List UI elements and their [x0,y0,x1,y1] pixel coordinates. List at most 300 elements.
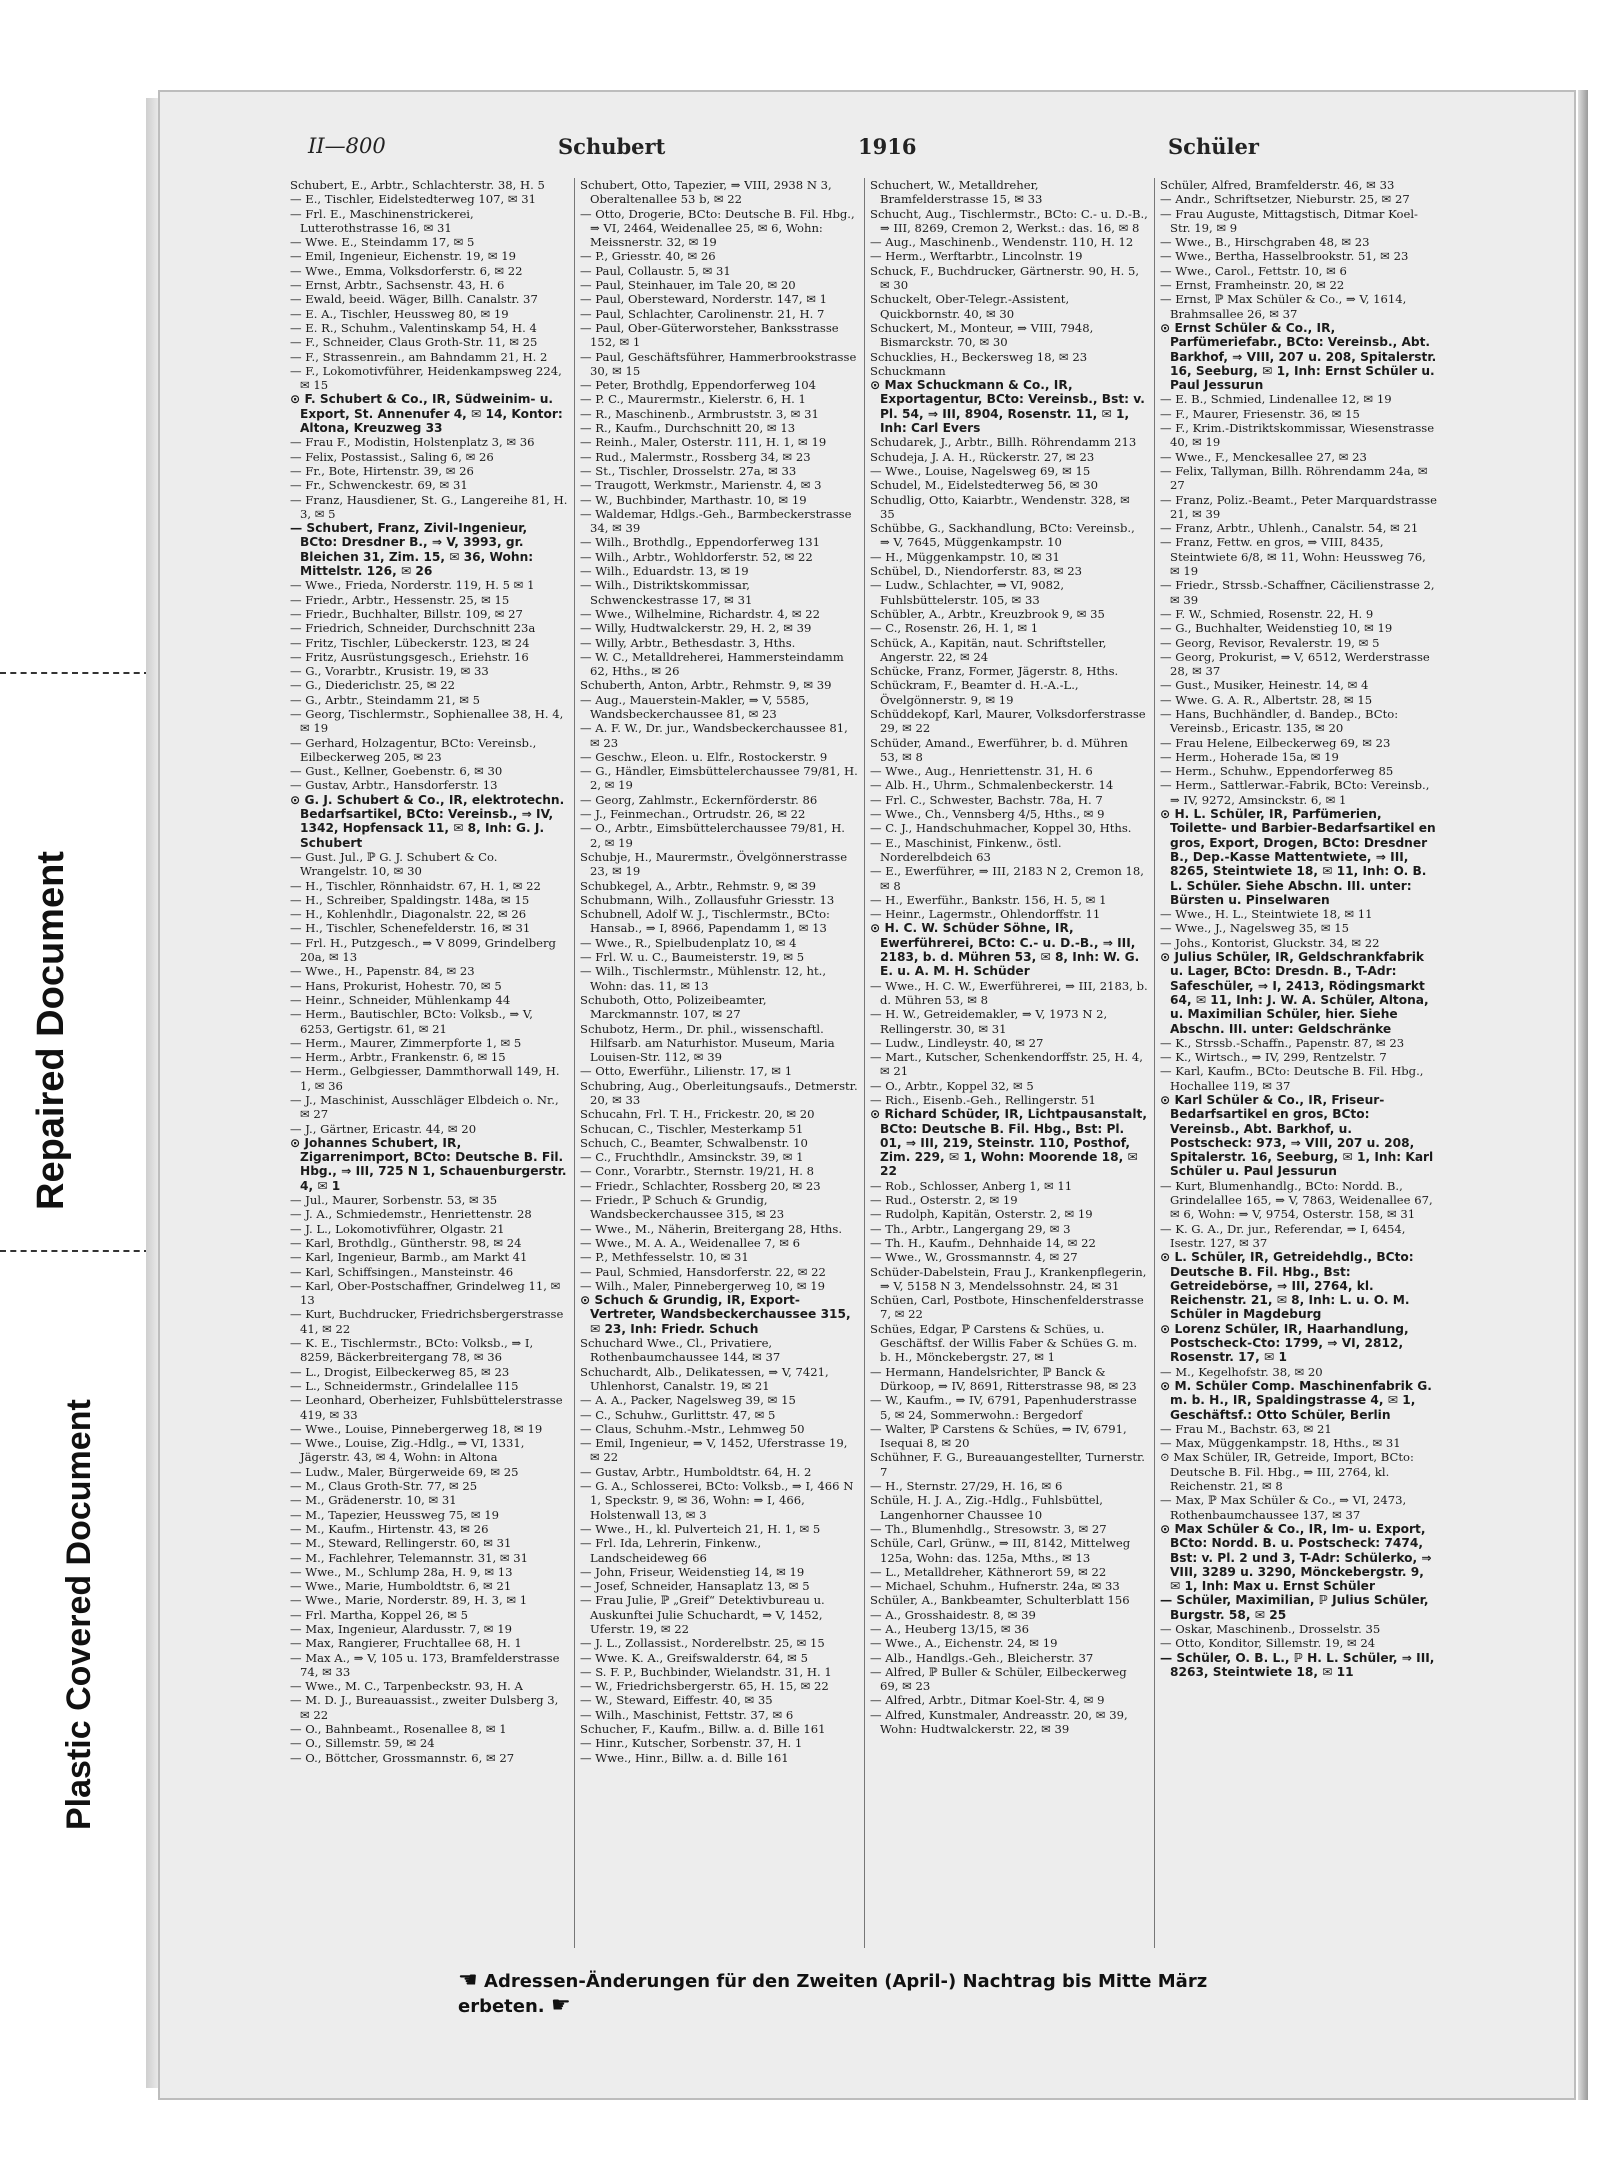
directory-entry: — P., Griesstr. 40, ✉ 26 [580,249,716,264]
directory-entry: — A., Grosshaidestr. 8, ✉ 39 [870,1607,1036,1622]
directory-entry: — Georg, Prokurist, ⇒ V, 6512, Werderstrasse 28, ✉ 37 [1160,649,1430,679]
directory-entry: — Friedr., ℙ Schuch & Grundig, Wandsbeckerchaussee 315, ✉ 23 [580,1193,785,1222]
directory-entry: — Wwe., Marie, Humboldtstr. 6, ✉ 21 [290,1579,512,1594]
directory-entry: — Frl. W. u. C., Baumeisterstr. 19, ✉ 5 [580,950,805,965]
directory-entry: — O., Arbtr., Eimsbüttelerchaussee 79/81, H. 2, ✉ 19 [580,821,845,850]
pointing-hand-right-icon: ☛ [550,1993,571,2018]
directory-entry: — Wwe., A., Eichenstr. 24, ✉ 19 [870,1636,1058,1651]
page-number: II—800 [308,134,386,158]
directory-entry: Schudel, M., Eidelstedterweg 56, ✉ 30 [870,478,1098,493]
directory-entry: Schubkegel, A., Arbtr., Rehmstr. 9, ✉ 39 [580,878,816,893]
directory-entry: — Emil, Ingenieur, Eichenstr. 19, ✉ 19 [290,249,516,264]
directory-entry: — Wwe., Marie, Norderstr. 89, H. 3, ✉ 1 [290,1593,528,1608]
directory-entry: — A. F. W., Dr. jur., Wandsbeckerchaussee 81, ✉ 23 [580,721,848,750]
directory-entry: — Emil, Ingenieur, ⇒ V, 1452, Uferstrasse 19, ✉ 22 [580,1436,848,1465]
directory-entry: Schück, A., Kapitän, naut. Schriftsteller, Angerstr. 22, ✉ 24 [870,635,1107,664]
directory-entry: — Kurt, Blumenhandlg., BCto: Nordd. B., Grindelallee 165, ⇒ V, 7863, Weidenallee 67, ✉ 6, Wohn: ⇒ V, 9754, Osterstr. 158, ✉ 31 [1160,1178,1433,1222]
directory-entry: — C. J., Handschuhmacher, Koppel 30, Hths. [870,821,1132,836]
directory-entry: — Gustav, Arbtr., Hansdorferstr. 13 [290,778,498,793]
directory-entry: — Wwe., Emma, Volksdorferstr. 6, ✉ 22 [290,263,523,278]
directory-entry: Schucht, Aug., Tischlermstr., BCto: C.- u. D.-B., ⇒ III, 8269, Cremon 2, Werkst.: das. 16, ✉ 8 [870,206,1148,235]
directory-entry: Schübler, A., Arbtr., Kreuzbrook 9, ✉ 35 [870,606,1105,621]
directory-entry: — S. F. P., Buchbinder, Wielandstr. 31, H. 1 [580,1664,832,1679]
firm-entry: ⊙ Schuch & Grundig, IR, Export-Vertreter, Wandsbeckerchaussee 315, ✉ 23, Inh: Friedr. Schuch [580,1293,851,1336]
directory-entry: — Friedr., Arbtr., Hessenstr. 25, ✉ 15 [290,592,510,607]
directory-entry: — Wwe. G. A. R., Albertstr. 28, ✉ 15 [1160,692,1373,707]
directory-entry: Schüle, H. J. A., Zig.-Hdlg., Fuhlsbüttel, Langenhorner Chaussee 10 [870,1493,1103,1522]
directory-entry: — P., Methfesselstr. 10, ✉ 31 [580,1250,749,1265]
directory-entry: — Aug., Maschinenb., Wendenstr. 110, H. 12 [870,235,1134,250]
directory-entry: Schuch, C., Beamter, Schwalbenstr. 10 [580,1135,808,1150]
directory-entry: — H., Tischler, Schenefelderstr. 16, ✉ 31 [290,921,531,936]
directory-entry: Schubert, Otto, Tapezier, ⇒ VIII, 2938 N 3, Oberaltenallee 53 b, ✉ 22 [580,178,832,207]
directory-entry: — Paul, Ober-Güterworsteher, Banksstrasse 152, ✉ 1 [580,320,839,350]
directory-entry: Schucan, C., Tischler, Mesterkamp 51 [580,1121,804,1136]
directory-entry: — H., Tischler, Rönnhaidstr. 67, H. 1, ✉ 22 [290,878,541,893]
directory-entry: — Karl, Schiffsingen., Mansteinstr. 46 [290,1264,514,1279]
directory-entry: — W. C., Metalldreherei, Hammersteindamm 62, Hths., ✉ 26 [580,649,844,679]
directory-entry: — Otto, Drogerie, BCto: Deutsche B. Fil. Hbg., ⇒ VI, 2464, Weidenallee 25, ✉ 6, Wohn: Meissnerstr. 32, ✉ 19 [580,206,855,250]
directory-entry: — Rich., Eisenb.-Geh., Rellingerstr. 51 [870,1093,1096,1107]
directory-entry: — Frl. C., Schwester, Bachstr. 78a, H. 7 [870,792,1103,807]
directory-entry: — Friedr., Buchhalter, Billstr. 109, ✉ 27 [290,606,523,621]
directory-entry: — Frau M., Bachstr. 63, ✉ 21 [1160,1421,1332,1436]
directory-entry: — F., Krim.-Distriktskommissar, Wiesenstrasse 40, ✉ 19 [1160,421,1435,450]
directory-entry: — Wwe., Louise, Nagelsweg 69, ✉ 15 [870,463,1091,478]
column-divider [1154,178,1155,1948]
directory-entry: — Herm., Gelbgiesser, Dammthorwall 149, H. 1, ✉ 36 [290,1064,560,1093]
directory-entry: — P. C., Maurermstr., Kielerstr. 6, H. 1 [580,392,806,407]
directory-entry: — Paul, Obersteward, Norderstr. 147, ✉ 1 [580,292,828,307]
directory-entry: — Wwe., M. A. A., Weidenallee 7, ✉ 6 [580,1235,800,1250]
directory-entry: Schubje, H., Maurermstr., Övelgönnerstrasse 23, ✉ 19 [580,849,848,879]
directory-entry: — Heinr., Lagermstr., Ohlendorffstr. 11 [870,907,1101,922]
directory-entry: — C., Rosenstr. 26, H. 1, ✉ 1 [870,621,1039,636]
directory-entry: — Ludw., Schlachter, ⇒ VI, 9082, Fuhlsbüttelerstr. 105, ✉ 33 [870,578,1065,607]
directory-entry: — E. B., Schmied, Lindenallee 12, ✉ 19 [1160,392,1392,407]
dashed-divider-top [0,672,150,674]
directory-entry: — G. A., Schlosserei, BCto: Volksb., ⇒ I, 466 N 1, Speckstr. 9, ✉ 36, Wohn: ⇒ I, 466, Holstenwall 13, ✉ 3 [580,1479,854,1522]
directory-entry: — John, Friseur, Weidenstieg 14, ✉ 19 [580,1564,805,1579]
directory-entry: — Otto, Konditor, Sillemstr. 19, ✉ 24 [1160,1636,1376,1651]
directory-entry: — Felix, Postassist., Saling 6, ✉ 26 [290,449,494,464]
directory-entry: — G., Arbtr., Steindamm 21, ✉ 5 [290,692,481,707]
directory-entry: Schuchardt, Alb., Delikatessen, ⇒ V, 7421, Uhlenhorst, Canalstr. 19, ✉ 21 [580,1364,829,1393]
column-2 [580,178,858,1948]
directory-entry: — Wwe., M., Näherin, Breitergang 28, Hths. [580,1221,843,1236]
directory-entry: — K. G. A., Dr. jur., Referendar, ⇒ I, 6454, Isestr. 127, ✉ 37 [1160,1221,1406,1250]
directory-entry: — H., Sternstr. 27/29, H. 16, ✉ 6 [870,1479,1063,1494]
directory-entry: — A. A., Packer, Nagelsweg 39, ✉ 15 [580,1393,796,1408]
directory-entry: — O., Böttcher, Grossmannstr. 6, ✉ 27 [290,1750,515,1765]
directory-entry: — Wwe., M., Schlump 28a, H. 9, ✉ 13 [290,1564,513,1579]
directory-entry: Schüler, Alfred, Bramfelderstr. 46, ✉ 33 [1160,178,1395,192]
directory-entry: — Peter, Brothdlg, Eppendorferweg 104 [580,378,816,393]
directory-entry: — F. W., Schmied, Rosenstr. 22, H. 9 [1160,606,1374,621]
directory-entry: — Josef, Schneider, Hansaplatz 13, ✉ 5 [580,1579,810,1594]
directory-entry: — M., Grädenerstr. 10, ✉ 31 [290,1493,457,1508]
directory-entry: Schubotz, Herm., Dr. phil., wissenschaftl. Hilfsarb. am Naturhistor. Museum, Maria Louisen-Str. 112, ✉ 39 [580,1021,835,1065]
directory-entry: — J., Feinmechan., Ortrudstr. 26, ✉ 22 [580,807,806,822]
directory-entry: — L., Metalldreher, Käthnerort 59, ✉ 22 [870,1564,1107,1579]
directory-entry: — M., Fachlehrer, Telemannstr. 31, ✉ 31 [290,1550,529,1565]
directory-entry: — Max, Müggenkampstr. 18, Hths., ✉ 31 [1160,1436,1401,1451]
directory-entry: — Friedrich, Schneider, Durchschnitt 23a [290,621,536,636]
directory-entry: — Wwe., Hinr., Billw. a. d. Bille 161 [580,1750,789,1765]
directory-entry: — Fr., Schwenckestr. 69, ✉ 31 [290,478,468,493]
directory-entry: — Max, Rangierer, Fruchtallee 68, H. 1 [290,1636,522,1651]
directory-entry: — Paul, Steinhauer, im Tale 20, ✉ 20 [580,278,796,293]
directory-entry: — Willy, Hudtwalckerstr. 29, H. 2, ✉ 39 [580,621,812,636]
directory-entry: Schuckelt, Ober-Telegr.-Assistent, Quickbornstr. 40, ✉ 30 [870,292,1070,321]
directory-entry: — Karl, Brothdlg., Güntherstr. 98, ✉ 24 [290,1235,522,1250]
header-year: 1916 [858,134,917,159]
firm-entry: — Schüler, Maximilian, ℙ Julius Schüler, Burgstr. 58, ✉ 25 [1160,1593,1429,1622]
directory-entry: — W., Buchbinder, Marthastr. 10, ✉ 19 [580,492,807,507]
directory-entry: — M., Claus Groth-Str. 77, ✉ 25 [290,1479,478,1494]
firm-entry: ⊙ F. Schubert & Co., IR, Südweinim- u. Export, St. Annenufer 4, ✉ 14, Kontor: Altona, Kreuzweg 33 [290,392,563,436]
directory-entry: — Frau Julie, ℙ „Greif“ Detektivbureau u. Auskunftei Julie Schuchardt, ⇒ V, 1452, Uferstr. 19, ✉ 22 [580,1593,825,1636]
directory-entry: Schüen, Carl, Postbote, Hinschenfelderstrasse 7, ✉ 22 [870,1293,1144,1322]
directory-entry: — Gust., Musiker, Heinestr. 14, ✉ 4 [1160,678,1369,693]
directory-entry: — Wwe., Carol., Fettstr. 10, ✉ 6 [1160,263,1347,278]
directory-entry: Schübel, D., Niendorferstr. 83, ✉ 23 [870,564,1083,579]
directory-entry: — Rud., Osterstr. 2, ✉ 19 [870,1193,1018,1208]
directory-entry: — K. E., Tischlermstr., BCto: Volksb., ⇒ I, 8259, Bäckerbreitergang 78, ✉ 36 [290,1336,534,1365]
directory-entry: — O., Sillemstr. 59, ✉ 24 [290,1736,435,1751]
directory-entry: Schubring, Aug., Oberleitungsaufs., Detmerstr. 20, ✉ 33 [580,1078,858,1107]
directory-entry: — Michael, Schuhm., Hufnerstr. 24a, ✉ 33 [870,1579,1120,1594]
firm-entry: ⊙ H. C. W. Schüder Söhne, IR, Ewerführerei, BCto: C.- u. D.-B., ⇒ III, 2183, b. d. Mühren 53, ✉ 8, Inh: W. G. E. u. A. M. H. Schüder [870,921,1140,979]
directory-entry: — Wwe., Louise, Zig.-Hdlg., ⇒ VI, 1331, Jägerstr. 43, ✉ 4, Wohn: in Altona [290,1436,525,1465]
directory-entry: — Rud., Malermstr., Rossberg 34, ✉ 23 [580,449,811,464]
column-3 [870,178,1148,1948]
directory-entry: — Wwe., M. C., Tarpenbeckstr. 93, H. A [290,1679,523,1694]
directory-entry: — Herm., Bautischler, BCto: Volksb., ⇒ V, 6253, Gertigstr. 61, ✉ 21 [290,1007,533,1036]
directory-entry: — Wilh., Tischlermstr., Mühlenstr. 12, ht., Wohn: das. 11, ✉ 13 [580,964,827,993]
directory-entry: — Wwe., Bertha, Hasselbrookstr. 51, ✉ 23 [1160,249,1409,264]
directory-entry: — Reinh., Maler, Osterstr. 111, H. 1, ✉ 19 [580,435,827,450]
directory-entry: — M., Steward, Rellingerstr. 60, ✉ 31 [290,1536,512,1551]
directory-entry: — E. R., Schuhm., Valentinskamp 54, H. 4 [290,320,537,335]
directory-entry: — G., Buchhalter, Weidenstieg 10, ✉ 19 [1160,621,1393,636]
directory-entry: — Otto, Ewerführ., Lilienstr. 17, ✉ 1 [580,1064,793,1079]
directory-entry: — Ewald, beeid. Wäger, Billh. Canalstr. 37 [290,292,538,307]
page-footer-notice [458,1968,1258,2018]
directory-entry: Schuberth, Anton, Arbtr., Rehmstr. 9, ✉ 39 [580,678,832,693]
directory-entry: — Herm., Arbtr., Frankenstr. 6, ✉ 15 [290,1050,506,1065]
directory-entry: — Conr., Vorarbtr., Sternstr. 19/21, H. 8 [580,1164,814,1179]
directory-entry: — St., Tischler, Drosselstr. 27a, ✉ 33 [580,463,797,478]
directory-entry: — Willy, Arbtr., Bethesdastr. 3, Hths. [580,635,796,650]
directory-entry: Schucklies, H., Beckersweg 18, ✉ 23 [870,349,1088,364]
directory-entry: — Paul, Schlachter, Carolinenstr. 21, H. 7 [580,306,825,321]
directory-entry: — Hinr., Kutscher, Sorbenstr. 37, H. 1 [580,1736,803,1751]
directory-entry: Schuckert, M., Monteur, ⇒ VIII, 7948, Bismarckstr. 70, ✉ 30 [870,320,1094,350]
directory-entry: — Wwe., Frieda, Norderstr. 119, H. 5 ✉ 1 [290,578,535,593]
directory-entry: — Frl. H., Putzgesch., ⇒ V 8099, Grindelberg 20a, ✉ 13 [290,935,556,965]
directory-entry: — Wwe., H., Papenstr. 84, ✉ 23 [290,964,475,979]
directory-entry: — Wwe., H. L., Steintwiete 18, ✉ 11 [1160,907,1373,922]
firm-entry: ⊙ Max Schuckmann & Co., IR, Exportagentur, BCto: Vereinsb., Bst: v. Pl. 54, ⇒ III, 8904, Rosenstr. 11, ✉ 1, Inh: Carl Evers [870,378,1145,436]
directory-entry: Schuck, F., Buchdrucker, Gärtnerstr. 90, H. 5, ✉ 30 [870,263,1140,293]
directory-entry: — Georg, Zahlmstr., Eckernförderstr. 86 [580,792,818,807]
directory-entry: — A., Heuberg 13/15, ✉ 36 [870,1621,1030,1636]
directory-entry: Schudlig, Otto, Kaiarbtr., Wendenstr. 328, ✉ 35 [870,492,1130,521]
directory-entry: — Heinr., Schneider, Mühlenkamp 44 [290,992,511,1007]
directory-entry: — Max A., ⇒ V, 105 u. 173, Bramfelderstrasse 74, ✉ 33 [290,1650,560,1679]
directory-entry: — Wwe., B., Hirschgraben 48, ✉ 23 [1160,235,1370,250]
directory-entry: — H., Müggenkampstr. 10, ✉ 31 [870,549,1060,564]
firm-entry: ⊙ Johannes Schubert, IR, Zigarrenimport, BCto: Deutsche B. Fil. Hbg., ⇒ III, 725 N 1, Schauenburgerstr. 4, ✉ 1 [290,1135,567,1193]
directory-entry: — H. W., Getreidemakler, ⇒ V, 1973 N 2, Rellingerstr. 30, ✉ 31 [870,1007,1108,1036]
firm-entry: ⊙ M. Schüler Comp. Maschinenfabrik G. m. b. H., IR, Spaldingstrasse 4, ✉ 1, Geschäftsf.: Otto Schüler, Berlin [1160,1378,1432,1422]
directory-entry: — Gustav, Arbtr., Humboldtstr. 64, H. 2 [580,1464,812,1479]
directory-entry: — Wwe., W., Grossmannstr. 4, ✉ 27 [870,1250,1078,1265]
directory-entry: — J., Gärtner, Ericastr. 44, ✉ 20 [290,1121,477,1136]
directory-entry: — Rudolph, Kapitän, Osterstr. 2, ✉ 19 [870,1207,1093,1222]
directory-entry: Schübbe, G., Sackhandlung, BCto: Vereinsb., ⇒ V, 7645, Müggenkampstr. 10 [870,521,1135,550]
firm-entry: — Schubert, Franz, Zivil-Ingenieur, BCto: Dresdner B., ⇒ V, 3993, gr. Bleichen 31, Zim. 15, ✉ 36, Wohn: Mittelstr. 126, ✉ 26 [290,521,534,579]
directory-entry: — Georg, Tischlermstr., Sophienallee 38, H. 4, ✉ 19 [290,706,564,736]
directory-entry: — J. L., Zollassist., Norderelbstr. 25, ✉ 15 [580,1636,825,1651]
directory-entry: Schuchert, W., Metalldreher, Bramfelderstrasse 15, ✉ 33 [870,178,1043,207]
directory-entry: — E. A., Tischler, Heussweg 80, ✉ 19 [290,306,509,321]
directory-entry: — E., Ewerführer, ⇒ III, 2183 N 2, Cremon 18, ✉ 8 [870,864,1144,893]
column-1 [290,178,568,1948]
directory-entry: — Wwe., Louise, Pinnebergerweg 18, ✉ 19 [290,1421,543,1436]
directory-entry: — Th., Blumenhdlg., Stresowstr. 3, ✉ 27 [870,1521,1107,1536]
firm-entry: ⊙ H. L. Schüler, IR, Parfümerien, Toilette- und Barbier-Bedarfsartikel en gros, Export, Drogen, BCto: Dresdner B., Dep.-Kasse Mattentwiete, ⇒ III, 8265, Steintwiete 18, ✉ 11, Inh: O. B. L. Schüler. Siehe Abschn. III. unter: Bürsten u. Pinselwaren [1160,807,1436,907]
plastic-covered-document-label: Plastic Covered Document [60,1399,98,1830]
directory-entry: — Karl, Kaufm., BCto: Deutsche B. Fil. Hbg., Hochallee 119, ✉ 37 [1160,1064,1424,1093]
directory-entry: — J. L., Lokomotivführer, Olgastr. 21 [290,1221,505,1236]
directory-entry: — Wilh., Arbtr., Wohldorferstr. 52, ✉ 22 [580,549,813,564]
header-right-word: Schüler [1168,134,1259,159]
directory-entry: — Ernst, ℙ Max Schüler & Co., ⇒ V, 1614, Brahmsallee 26, ✉ 37 [1160,292,1407,321]
directory-entry: — Alfred, Kunstmaler, Andreasstr. 20, ✉ 39, Wohn: Hudtwalckerstr. 22, ✉ 39 [870,1707,1128,1737]
directory-entry: Schückram, F., Beamter d. H.-A.-L., Övelgönnerstr. 9, ✉ 19 [870,678,1079,707]
column-divider [574,178,575,1948]
directory-entry: — Alb., Handlgs.-Geh., Bleicherstr. 37 [870,1650,1094,1665]
directory-entry: Schüder-Dabelstein, Frau J., Krankenpflegerin, ⇒ V, 5158 N 3, Mendelssohnstr. 24, ✉ 31 [870,1264,1147,1293]
directory-entry: — K., Wirtsch., ⇒ IV, 299, Rentzelstr. 7 [1160,1050,1387,1065]
directory-entry: — Wilh., Brothdlg., Eppendorferweg 131 [580,535,820,550]
directory-entry: — Frau Auguste, Mittagstisch, Ditmar Koel-Str. 19, ✉ 9 [1160,206,1418,235]
directory-entry: — F., Lokomotivführer, Heidenkampsweg 224, ✉ 15 [290,363,562,393]
directory-entry: — Jul., Maurer, Sorbenstr. 53, ✉ 35 [290,1193,498,1208]
directory-entry: — Friedr., Strssb.-Schaffner, Cäcilienstrasse 2, ✉ 39 [1160,578,1435,607]
directory-entry: — Frau Helene, Eilbeckerweg 69, ✉ 23 [1160,735,1391,750]
firm-entry: ⊙ G. J. Schubert & Co., IR, elektrotechn. Bedarfsartikel, BCto: Vereinsb., ⇒ IV, 1342, Hopfensack 11, ✉ 8, Inh: G. J. Schubert [290,792,565,850]
directory-entry: Schuchard Wwe., Cl., Privatiere, Rothenbaumchaussee 144, ✉ 37 [580,1336,781,1365]
directory-entry: ⊙ Max Schüler, IR, Getreide, Import, BCto: Deutsche B. Fil. Hbg., ⇒ III, 2764, kl. Reichenstr. 21, ✉ 8 [1160,1450,1414,1494]
firm-entry: ⊙ Max Schüler & Co., IR, Im- u. Export, BCto: Nordd. B. u. Postscheck: 7474, Bst: v. Pl. 2 und 3, T-Adr: Schülerko, ⇒ VIII, 3289 u. 3290, Mönckebergstr. 9, ✉ 1, Inh: Max u. Ernst Schüler [1160,1521,1432,1594]
directory-entry: — Fr., Bote, Hirtenstr. 39, ✉ 26 [290,463,474,478]
directory-entry: — Wwe., H., kl. Pulverteich 21, H. 1, ✉ 5 [580,1521,821,1536]
directory-entry: — Wilh., Distriktskommissar, Schwenckestrasse 17, ✉ 31 [580,578,753,607]
footer-text: Adressen-Änderungen für den Zweiten (April-) Nachtrag bis Mitte März erbeten. [458,1971,1208,2017]
directory-entry: — J., Maschinist, Ausschläger Elbdeich o. Nr., ✉ 27 [290,1093,559,1122]
directory-entry: — Ernst, Framheinstr. 20, ✉ 22 [1160,278,1345,293]
directory-entry: — Frl. Ida, Lehrerin, Finkenw., Landscheideweg 66 [580,1536,762,1565]
directory-entry: — Herm., Hoherade 15a, ✉ 19 [1160,749,1339,764]
directory-entry: Schubmann, Wilh., Zollausfuhr Griesstr. 13 [580,892,835,907]
directory-entry: — Ernst, Arbtr., Sachsenstr. 43, H. 6 [290,278,505,293]
firm-entry: ⊙ Richard Schüder, IR, Lichtpausanstalt, BCto: Deutsche B. Fil. Hbg., Bst: Pl. 01, ⇒ III, 219, Steinstr. 110, Posthof, Zim. 229, ✉ 1, Wohn: Moorende 18, ✉ 22 [870,1107,1147,1179]
page-header [308,134,1428,164]
directory-entry: — M., Tapezier, Heussweg 75, ✉ 19 [290,1507,500,1522]
directory-entry: — Wwe. K. A., Greifswalderstr. 64, ✉ 5 [580,1650,808,1665]
directory-entry: — Claus, Schuhm.-Mstr., Lehmweg 50 [580,1421,805,1436]
directory-entry: — Waldemar, Hdlgs.-Geh., Barmbeckerstrasse 34, ✉ 39 [580,506,852,536]
directory-entry: Schuboth, Otto, Polizeibeamter, Marckmannstr. 107, ✉ 27 [580,992,767,1022]
directory-entry: — G., Händler, Eimsbüttelerchaussee 79/81, H. 2, ✉ 19 [580,764,858,793]
directory-entry: — Paul, Schmied, Hansdorferstr. 22, ✉ 22 [580,1264,826,1279]
directory-entry: — Wwe., R., Spielbudenplatz 10, ✉ 4 [580,935,797,950]
directory-entry: — W., Kaufm., ⇒ IV, 6791, Papenhuderstrasse 5, ✉ 24, Sommerwohn.: Bergedorf [870,1393,1137,1422]
directory-entry: — O., Arbtr., Koppel 32, ✉ 5 [870,1078,1034,1093]
directory-columns [290,178,1440,1948]
directory-entry: Schubnell, Adolf W. J., Tischlermstr., BCto: Hansab., ⇒ I, 8966, Papendamm 1, ✉ 13 [580,907,830,936]
directory-entry: — Leonhard, Oberheizer, Fuhlsbüttelerstrasse 419, ✉ 33 [290,1393,563,1422]
directory-entry: — Paul, Geschäftsführer, Hammerbrookstrasse 30, ✉ 15 [580,349,857,378]
directory-entry: — Aug., Mauerstein-Makler, ⇒ V, 5585, Wandsbeckerchaussee 81, ✉ 23 [580,692,810,721]
directory-entry: — Wwe., J., Nagelsweg 35, ✉ 15 [1160,921,1350,936]
directory-entry: Schüle, Carl, Grünw., ⇒ III, 8142, Mittelweg 125a, Wohn: das. 125a, Mths., ✉ 13 [870,1536,1131,1565]
directory-entry: — Wilh., Maler, Pinnebergerweg 10, ✉ 19 [580,1278,826,1293]
directory-entry: — Alb. H., Uhrm., Schmalenbeckerstr. 14 [870,778,1114,793]
directory-entry: — J. A., Schmiedemstr., Henriettenstr. 28 [290,1207,532,1222]
directory-entry: — Herm., Schuhw., Eppendorferweg 85 [1160,764,1394,779]
directory-entry: — Gerhard, Holzagentur, BCto: Vereinsb., Eilbeckerweg 205, ✉ 23 [290,735,537,764]
directory-entry: — Franz, Hausdiener, St. G., Langereihe 81, H. 3, ✉ 5 [290,492,568,521]
directory-entry: — Alfred, ℙ Buller & Schüler, Eilbeckerweg 69, ✉ 23 [870,1664,1127,1694]
directory-entry: — Friedr., Schlachter, Rossberg 20, ✉ 23 [580,1178,821,1193]
directory-entry: — Gust., Kellner, Goebenstr. 6, ✉ 30 [290,764,503,779]
directory-entry: — Geschw., Eleon. u. Elfr., Rostockerstr. 9 [580,749,828,764]
firm-entry: ⊙ Lorenz Schüler, IR, Haarhandlung, Postscheck-Cto: 1799, ⇒ VI, 2812, Rosenstr. 17, ✉ 1 [1160,1321,1409,1365]
directory-entry: — Wilh., Maschinist, Fettstr. 37, ✉ 6 [580,1707,794,1722]
directory-entry: — K., Strssb.-Schaffn., Papenstr. 87, ✉ 23 [1160,1035,1405,1050]
directory-entry: — H., Kohlenhdlr., Diagonalstr. 22, ✉ 26 [290,907,527,922]
directory-entry: — F., Schneider, Claus Groth-Str. 11, ✉ 25 [290,335,538,350]
firm-entry: ⊙ Julius Schüler, IR, Geldschrankfabrik u. Lager, BCto: Dresdn. B., T-Adr: Safeschüler, ⇒ I, 2413, Rödingsmarkt 64, ✉ 11, Inh: J. W. A. Schüler, Altona, u. Maximilian Schüler, hier. Siehe Abschn. III. unter: Geldschränke [1160,950,1429,1036]
directory-entry: Schüddekopf, Karl, Maurer, Volksdorferstrasse 29, ✉ 22 [870,706,1146,736]
directory-entry: — F., Strassenrein., am Bahndamm 21, H. 2 [290,349,548,364]
column-4 [1160,178,1438,1948]
firm-entry: — Schüler, O. B. L., ℙ H. L. Schüler, ⇒ III, 8263, Steintwiete 18, ✉ 11 [1160,1650,1435,1679]
directory-entry: — Walter, ℙ Carstens & Schües, ⇒ IV, 6791, Isequai 8, ✉ 20 [870,1421,1127,1451]
directory-entry: — R., Kaufm., Durchschnitt 20, ✉ 13 [580,421,796,436]
directory-entry: — E., Tischler, Eidelstedterweg 107, ✉ 31 [290,192,537,207]
directory-entry: — Fritz, Tischler, Lübeckerstr. 123, ✉ 24 [290,635,530,650]
directory-entry: — Franz, Fettw. en gros, ⇒ VIII, 8435, Steintwiete 6/8, ✉ 11, Wohn: Heussweg 76, ✉ 19 [1160,535,1426,579]
directory-entry: — M. D. J., Bureauassist., zweiter Dulsberg 3, ✉ 22 [290,1693,559,1722]
directory-entry: — O., Bahnbeamt., Rosenallee 8, ✉ 1 [290,1722,507,1737]
directory-entry: — F., Maurer, Friesenstr. 36, ✉ 15 [1160,406,1360,421]
directory-entry: — Paul, Collaustr. 5, ✉ 31 [580,263,731,278]
directory-entry: — H., Ewerführ., Bankstr. 156, H. 5, ✉ 1 [870,892,1107,907]
directory-entry: — Frau F., Modistin, Holstenplatz 3, ✉ 36 [290,435,535,450]
directory-entry: — Ludw., Maler, Bürgerweide 69, ✉ 25 [290,1464,519,1479]
directory-entry: — G., Diedericlıstr. 25, ✉ 22 [290,678,456,693]
directory-entry: Schudeja, J. A. H., Rückerstr. 27, ✉ 23 [870,449,1095,464]
column-divider [864,178,865,1948]
firm-entry: ⊙ L. Schüler, IR, Getreidehdlg., BCto: Deutsche B. Fil. Hbg., Bst: Getreidebörse, ⇒ III, 2764, kl. Reichenstr. 21, ✉ 8, Inh: L. u. O. M. Schüler in Magdeburg [1160,1250,1414,1322]
directory-entry: — L., Drogist, Eilbeckerweg 85, ✉ 23 [290,1364,510,1379]
directory-entry: — M., Kaufm., Hirtenstr. 43, ✉ 26 [290,1521,489,1536]
directory-entry: Schüler, A., Bankbeamter, Schulterblatt 156 [870,1593,1130,1608]
dashed-divider-bottom [0,1250,150,1252]
repaired-document-label: Repaired Document [30,851,72,1210]
directory-entry: Schües, Edgar, ℙ Carstens & Schües, u. Geschäftsf. der Willis Faber & Schües G. m. b. H., Mönckebergstr. 27, ✉ 1 [870,1321,1138,1365]
pointing-hand-left-icon: ☚ [458,1968,478,1993]
directory-entry: — C., Schuhw., Gurlittstr. 47, ✉ 5 [580,1407,776,1422]
directory-entry: Schubert, E., Arbtr., Schlachterstr. 38, H. 5 [290,178,545,192]
directory-entry: — C., Fruchthdlr., Amsinckstr. 39, ✉ 1 [580,1150,804,1165]
directory-entry: — Ludw., Lindleystr. 40, ✉ 27 [870,1035,1044,1050]
directory-entry: — Herm., Sattlerwar.-Fabrik, BCto: Vereinsb., ⇒ IV, 9272, Amsinckstr. 6, ✉ 1 [1160,778,1430,807]
directory-entry: — Felix, Tallyman, Billh. Röhrendamm 24a, ✉ 27 [1160,463,1428,493]
directory-entry: — Mart., Kutscher, Schenkendorffstr. 25, H. 4, ✉ 21 [870,1050,1143,1079]
directory-entry: Schüder, Amand., Ewerführer, b. d. Mühren 53, ✉ 8 [870,735,1128,764]
directory-entry: — R., Maschinenb., Armbruststr. 3, ✉ 31 [580,406,819,421]
directory-entry: — W., Friedrichsbergerstr. 65, H. 15, ✉ 22 [580,1679,829,1694]
directory-entry: — Herm., Maurer, Zimmerpforte 1, ✉ 5 [290,1035,522,1050]
directory-entry: Schudarek, J., Arbtr., Billh. Röhrendamm 213 [870,435,1137,450]
directory-entry: — W., Steward, Eiffestr. 40, ✉ 35 [580,1693,773,1708]
directory-entry: — E., Maschinist, Finkenw., östl. Norderelbdeich 63 [870,835,1062,864]
directory-entry: — Johs., Kontorist, Gluckstr. 34, ✉ 22 [1160,935,1380,950]
directory-entry: Schücke, Franz, Former, Jägerstr. 8, Hths. [870,664,1119,679]
directory-entry: — Fritz, Ausrüstungsgesch., Eriehstr. 16 [290,649,529,664]
header-left-word: Schubert [558,134,666,159]
directory-entry: — Andr., Schriftsetzer, Nieburstr. 25, ✉ 27 [1160,192,1410,207]
directory-entry: — Gust. Jul., ℙ G. J. Schubert & Co. Wrangelstr. 10, ✉ 30 [290,849,498,879]
directory-entry: — Wilh., Eduardstr. 13, ✉ 19 [580,564,749,579]
directory-entry: — Wwe. E., Steindamm 17, ✉ 5 [290,235,475,250]
directory-entry: — Traugott, Werkmstr., Marienstr. 4, ✉ 3 [580,478,822,493]
directory-entry: — L., Schneidermstr., Grindelallee 115 [290,1378,519,1393]
directory-entry: Schucher, F., Kaufm., Billw. a. d. Bille 161 [580,1722,826,1737]
directory-entry: — Wwe., F., Menckesallee 27, ✉ 23 [1160,449,1367,464]
directory-entry: — Hermann, Handelsrichter, ℙ Banck & Dürkoop, ⇒ IV, 8691, Ritterstrasse 98, ✉ 23 [870,1364,1137,1393]
directory-entry: — Frl. Martha, Koppel 26, ✉ 5 [290,1607,469,1622]
directory-entry: — M., Kegelhofstr. 38, ✉ 20 [1160,1364,1323,1379]
directory-entry: — Th., Arbtr., Langergang 29, ✉ 3 [870,1221,1071,1236]
directory-entry: Schucahn, Frl. T. H., Frickestr. 20, ✉ 20 [580,1107,815,1122]
directory-entry: — Wwe., H. C. W., Ewerführerei, ⇒ III, 2183, b. d. Mühren 53, ✉ 8 [870,978,1148,1007]
directory-entry: — Herm., Werftarbtr., Lincolnstr. 19 [870,249,1083,264]
directory-entry: — Alfred, Arbtr., Ditmar Koel-Str. 4, ✉ 9 [870,1693,1105,1708]
firm-entry: ⊙ Karl Schüler & Co., IR, Friseur-Bedarfsartikel en gros, BCto: Vereinsb., Abt. Barkhof, u. Postscheck: 973, ⇒ VIII, 207 u. 208, Spitalerstr. 16, Seeburg, ✉ 1, Inh: Karl Schüler u. Paul Jessurun [1160,1093,1434,1179]
directory-entry: — Oskar, Maschinenb., Drosselstr. 35 [1160,1621,1381,1636]
directory-entry: — H., Schreiber, Spaldingstr. 148a, ✉ 15 [290,892,530,907]
directory-entry: Schühner, F. G., Bureauangestellter, Turnerstr. 7 [870,1450,1145,1479]
directory-entry: — Hans, Prokurist, Hohestr. 70, ✉ 5 [290,978,502,993]
directory-entry: — Wwe., Aug., Henriettenstr. 31, H. 6 [870,764,1093,779]
directory-entry: — G., Vorarbtr., Krusistr. 19, ✉ 33 [290,664,489,679]
directory-entry: — Franz, Arbtr., Uhlenh., Canalstr. 54, ✉ 21 [1160,521,1419,536]
directory-entry: — Hans, Buchhändler, d. Bandep., BCto: Vereinsb., Ericastr. 135, ✉ 20 [1160,706,1399,736]
directory-entry: Schuckmann [870,363,946,378]
directory-entry: — Max, Ingenieur, Alardusstr. 7, ✉ 19 [290,1621,512,1636]
directory-entry: — Georg, Revisor, Revalerstr. 19, ✉ 5 [1160,635,1380,650]
directory-entry: — Frl. E., Maschinenstrickerei, Lutterothstrasse 16, ✉ 31 [290,206,474,235]
directory-entry: — Wwe., Wilhelmine, Richardstr. 4, ✉ 22 [580,606,821,621]
directory-entry: — Max, ℙ Max Schüler & Co., ⇒ VI, 2473, Rothenbaumchaussee 137, ✉ 37 [1160,1493,1407,1522]
